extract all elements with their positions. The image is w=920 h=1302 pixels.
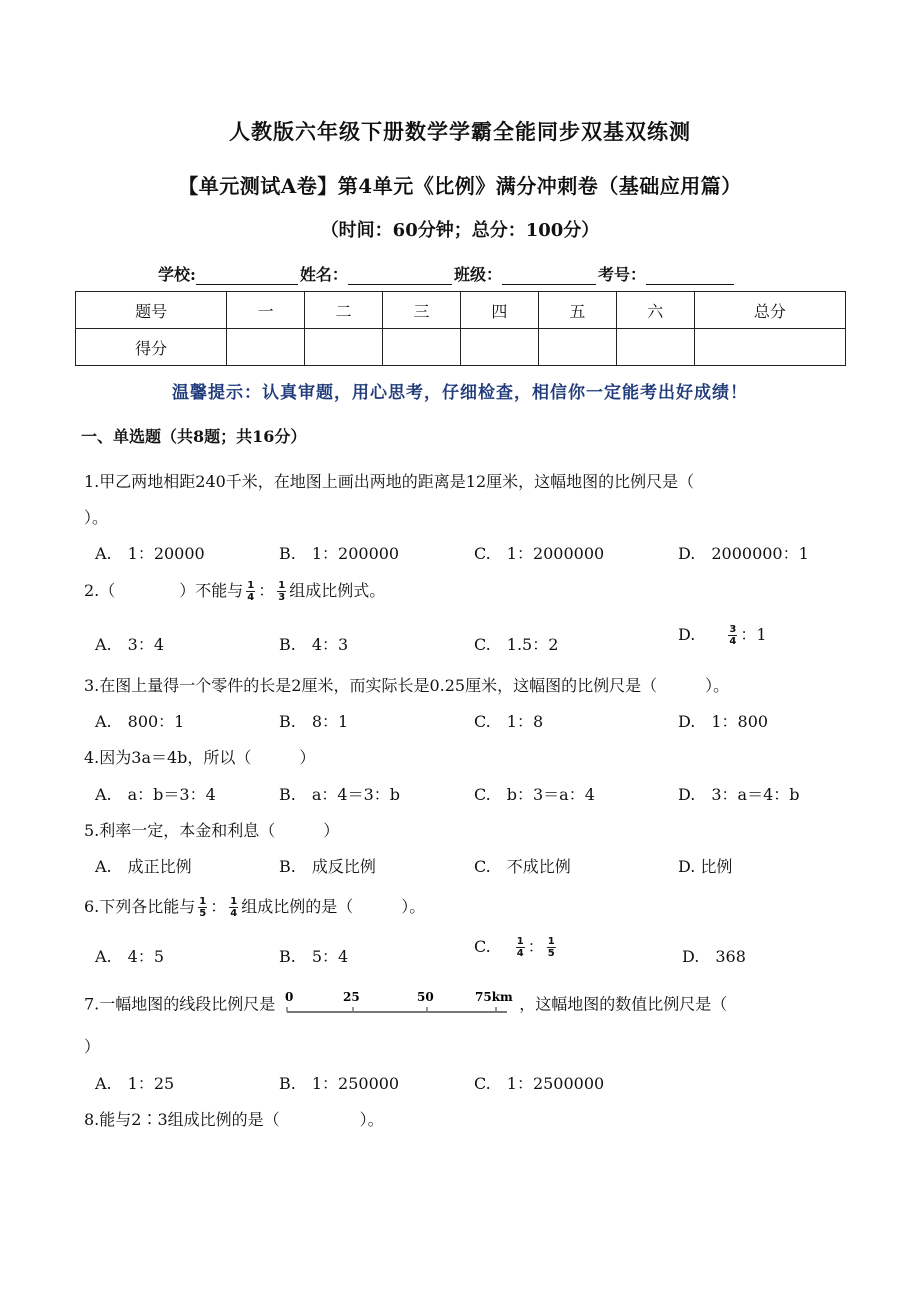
question-1: 1.甲乙两地相距240千米，在地图上画出两地的距离是12厘米，这幅地图的比例尺是（ — [84, 472, 695, 491]
q7-suffix: ，这幅地图的数值比例尺是（ — [519, 994, 728, 1014]
q2-option-c[interactable]: C. 1.5：2 — [474, 635, 559, 654]
school-label: 学校: — [158, 265, 196, 284]
q4-option-d[interactable]: D. 3：a＝4：b — [678, 785, 800, 804]
q2-prefix: 2.（ ）不能与 — [84, 581, 244, 600]
score-cell[interactable] — [383, 329, 461, 366]
q2-option-a[interactable]: A. 3：4 — [95, 635, 165, 654]
score-header-cell: 五 — [538, 292, 616, 329]
q5-option-a[interactable]: A. 成正比例 — [95, 857, 192, 876]
q6-option-d[interactable]: D. 368 — [682, 947, 746, 966]
q4-option-c[interactable]: C. b：3＝a：4 — [474, 785, 595, 804]
score-table — [75, 291, 846, 366]
q5-option-c[interactable]: C. 不成比例 — [474, 857, 571, 876]
score-header-cell: 总分 — [694, 292, 845, 329]
q1-option-b[interactable]: B. 1：200000 — [279, 544, 400, 563]
q5-option-b[interactable]: B. 成反比例 — [279, 857, 376, 876]
score-header-cell: 一 — [227, 292, 305, 329]
q2-option-b[interactable]: B. 4：3 — [279, 635, 349, 654]
numerator: 3 — [729, 624, 737, 635]
info-line — [158, 262, 736, 285]
question-5: 5.利率一定，本金和利息（ ） — [84, 821, 340, 840]
fraction — [198, 896, 207, 919]
q3-option-d[interactable]: D. 1：800 — [678, 712, 769, 731]
q1-option-a[interactable]: A. 1：20000 — [95, 544, 205, 563]
class-blank[interactable] — [502, 266, 596, 285]
fraction — [246, 580, 255, 603]
question-8: 8.能与2∶3组成比例的是（ ）。 — [84, 1110, 384, 1129]
denominator: 4 — [516, 948, 524, 959]
q7-option-c[interactable]: C. 1：2500000 — [474, 1074, 605, 1093]
numerator: 1 — [247, 580, 255, 591]
q6-option-a[interactable]: A. 4：5 — [95, 947, 165, 966]
school-blank[interactable] — [196, 266, 298, 285]
ratio-sep: ： — [258, 581, 275, 600]
score-cell[interactable] — [305, 329, 383, 366]
q2-suffix: 组成比例式。 — [289, 581, 386, 600]
q6-option-c[interactable] — [474, 934, 559, 959]
hint-text: 温馨提示：认真审题，用心思考，仔细检查，相信你一定能考出好成绩！ — [172, 383, 748, 403]
question-1-cont: ）。 — [84, 508, 109, 527]
score-header-cell: 六 — [616, 292, 694, 329]
denominator: 4 — [247, 592, 255, 603]
q5-option-d[interactable]: D. 比例 — [678, 857, 733, 876]
name-label: 姓名： — [299, 265, 348, 284]
score-header-cell: 四 — [460, 292, 538, 329]
score-value-row — [76, 329, 846, 366]
score-cell[interactable] — [227, 329, 305, 366]
ratio-sep: ： — [527, 937, 544, 956]
question-6 — [84, 894, 425, 919]
question-7-cont: ） — [84, 1037, 101, 1056]
numerator: 1 — [199, 896, 207, 907]
q1-option-d[interactable]: D. 2000000：1 — [678, 544, 809, 563]
score-header-cell: 题号 — [76, 292, 227, 329]
section-title: 一、单选题（共8题；共16分） — [81, 427, 307, 446]
scale-label-50: 50 — [417, 990, 434, 1004]
fraction — [547, 936, 556, 959]
fraction — [277, 580, 286, 603]
q7-option-a[interactable]: A. 1：25 — [95, 1074, 175, 1093]
fraction — [516, 936, 525, 959]
q6-prefix: 6.下列各比能与 — [84, 897, 196, 916]
name-blank[interactable] — [348, 266, 452, 285]
fraction — [229, 896, 238, 919]
q4-option-a[interactable]: A. a：b＝3：4 — [95, 785, 216, 804]
question-7 — [84, 990, 727, 1020]
question-4: 4.因为3a＝4b，所以（ ） — [84, 748, 316, 767]
q7-option-b[interactable]: B. 1：250000 — [279, 1074, 400, 1093]
score-header-cell: 三 — [383, 292, 461, 329]
numerator: 1 — [516, 936, 524, 947]
score-row-label: 得分 — [76, 329, 227, 366]
class-label: 班级： — [453, 265, 502, 284]
exam-no-label: 考号： — [597, 265, 646, 284]
q7-prefix: 7.一幅地图的线段比例尺是 — [84, 994, 276, 1014]
score-header-cell: 二 — [305, 292, 383, 329]
numerator: 1 — [278, 580, 286, 591]
q1-option-c[interactable]: C. 1：2000000 — [474, 544, 605, 563]
numerator: 1 — [230, 896, 238, 907]
question-2 — [84, 578, 385, 603]
q2-option-d-tail: ：1 — [740, 625, 767, 644]
q6-suffix: 组成比例的是（ ）。 — [241, 897, 426, 916]
exam-subtitle: 【单元测试A卷】第4单元《比例》满分冲刺卷（基础应用篇） — [178, 174, 742, 198]
denominator: 3 — [278, 592, 286, 603]
fraction — [728, 624, 737, 647]
score-cell[interactable] — [538, 329, 616, 366]
q4-option-b[interactable]: B. a：4＝3：b — [279, 785, 400, 804]
scale-label-0: 0 — [285, 990, 294, 1004]
scale-label-25: 25 — [343, 990, 360, 1004]
denominator: 4 — [230, 908, 238, 919]
denominator: 5 — [547, 948, 555, 959]
score-cell[interactable] — [694, 329, 845, 366]
denominator: 4 — [729, 636, 737, 647]
denominator: 5 — [199, 908, 207, 919]
score-cell[interactable] — [460, 329, 538, 366]
scale-label-75km: 75km — [475, 990, 513, 1004]
q6-option-c-letter: C. — [474, 937, 491, 956]
time-note: （时间：60分钟；总分：100分） — [320, 220, 600, 241]
line-scale-bar — [281, 990, 513, 1020]
question-3: 3.在图上量得一个零件的长是2厘米，而实际长是0.25厘米，这幅图的比例尺是（ ）。 — [84, 676, 730, 695]
q6-option-b[interactable]: B. 5：4 — [279, 947, 349, 966]
q3-option-b[interactable]: B. 8：1 — [279, 712, 349, 731]
exam-no-blank[interactable] — [646, 266, 734, 285]
exam-title: 人教版六年级下册数学学霸全能同步双基双练测 — [229, 119, 691, 144]
q2-option-d-letter: D. — [678, 625, 696, 644]
q3-option-a[interactable]: A. 800：1 — [95, 712, 185, 731]
numerator: 1 — [547, 936, 555, 947]
q3-option-c[interactable]: C. 1：8 — [474, 712, 544, 731]
score-cell[interactable] — [616, 329, 694, 366]
score-header-row — [76, 292, 846, 329]
q2-option-d[interactable] — [678, 622, 767, 647]
ratio-sep: ： — [210, 897, 227, 916]
